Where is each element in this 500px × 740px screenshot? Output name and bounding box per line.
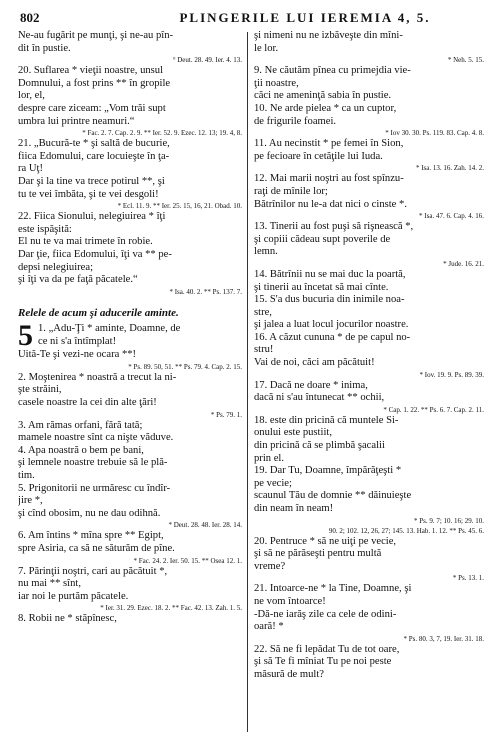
text-line: casele noastre la cei din alte ţări! [18, 397, 157, 409]
chapter-number: 5 [18, 319, 33, 353]
text-line: de frigurile foamei. [254, 115, 337, 127]
cross-reference: * Isa. 47. 6. Cap. 4. 16. [419, 212, 484, 221]
column-divider [247, 32, 248, 732]
text-line: despre care ziceam: „Vom trăi supt [18, 102, 166, 114]
text-line: ne vom întoarce! [254, 595, 326, 607]
text-line: dit în pustie. [18, 42, 71, 54]
text-line: ra Uţ! [18, 163, 43, 175]
text-line: 8. Robii ne * stăpînesc, [18, 613, 117, 625]
text-line: jire *, [18, 495, 43, 507]
text-line: 21. Intoarce-ne * la Tine, Doamne, şi [254, 583, 412, 595]
text-line: mamele noastre sînt ca nişte văduve. [18, 432, 174, 444]
right-column [254, 30, 484, 682]
text-line: 4. Apa noastră o bem pe bani, [18, 444, 144, 456]
cross-reference: * Deut. 28. 48. Ier. 28. 14. [168, 521, 242, 530]
text-line: 17. Dacă ne doare * inima, [254, 379, 368, 391]
running-title: PLINGERILE LUI IEREMIA 4, 5. [179, 10, 431, 25]
text-line: şi nimeni nu ne izbăveşte din mîni- [254, 30, 403, 41]
cross-reference: * Ps. 9. 7; 10. 16; 29. 10. [413, 516, 484, 525]
text-line: şi lemnele noastre trebuie să le plă- [18, 457, 168, 469]
text-line: şi să Te fi mîniat Tu pe noi peste [254, 656, 392, 668]
text-line: pe vecie; [254, 477, 292, 489]
text-line: 5. Prigonitorii ne urmăresc cu îndîr- [18, 482, 171, 494]
text-line: depsi nelegiuirea; [18, 261, 94, 273]
text-line: stre, [254, 306, 272, 318]
text-line: şi cînd obosim, nu ne dau odihnă. [18, 507, 161, 519]
text-line: le lor. [254, 42, 279, 54]
left-column [18, 30, 242, 626]
text-line: prin el. [254, 452, 285, 464]
cross-reference: * Isa. 40. 2. ** Ps. 137. 7. [169, 287, 242, 296]
text-line: şi să ne părăseşti pentru multă [254, 548, 382, 560]
text-line: 9. Ne căutăm pînea cu primejdia vie- [254, 65, 411, 77]
cross-reference: * Jude. 16. 21. [443, 259, 484, 268]
cross-reference: * Fac. 2. 7. Cap. 2. 9. ** Ier. 52. 9. Ezec. 12. 13; 19. 4, 8. [82, 129, 242, 138]
cross-reference: * Ps. 89. 50, 51. ** Ps. 79. 4. Cap. 2. 15. [128, 362, 242, 371]
text-line: 13. Tinerii au fost puşi să rişnească *, [254, 221, 414, 233]
text-line: şte străini, [18, 384, 62, 396]
page-header [20, 10, 490, 28]
text-line: lemn. [254, 246, 278, 258]
text-line: este ispăşită: [18, 223, 72, 235]
text-line: din neam în neam! [254, 503, 334, 514]
text-line: măsură de mult? [254, 668, 325, 680]
text-line: fiica Edomului, care locuieşte în ţa- [18, 150, 170, 162]
text-line: 6. Am întins * mîna spre ** Egipt, [18, 530, 164, 542]
text-line: 20. Pentruce * să ne uiţi pe vecie, [254, 535, 397, 547]
text-line: 19. Dar Tu, Doamne, împărăţeşti * [254, 465, 402, 477]
text-line: şi îţi va da pe faţă păcatele.“ [18, 274, 138, 286]
cross-reference: * Isa. 13. 16. Zah. 14. 2. [415, 164, 484, 173]
text-line: scaunul Tău de domnie ** dăinuieşte [254, 490, 412, 502]
text-line: căci ne ameninţă sabia în pustie. [254, 90, 392, 102]
text-line: Dar ţie, fiica Edomului, îţi va ** pe- [18, 248, 172, 260]
text-line: Uită-Te şi vezi-ne ocara **! [18, 349, 137, 361]
text-line: tim. [18, 470, 35, 482]
text-line: şi copiii cădeau supt poverile de [254, 233, 391, 245]
text-line: 11. Au necinstit * pe femei în Sion, [254, 138, 404, 150]
text-line: dacă ni s'au întunecat ** ochii, [254, 392, 385, 404]
text-line: vreme? [254, 560, 286, 572]
text-line: 12. Mai marii noştri au fost spînzu- [254, 173, 404, 185]
text-line: 15. S'a dus bucuria din inimile noa- [254, 294, 405, 306]
text-line: Vai de noi, căci am păcătuit! [254, 357, 375, 369]
cross-reference: * Ecl. 11. 9. ** Ier. 25. 15, 16, 21. Obad. 10. [117, 202, 242, 211]
text-line: din pricină că se plimbă şacalii [254, 440, 385, 452]
text-line: 10. Ne arde pielea * ca un cuptor, [254, 102, 397, 114]
text-line: Ne-au fugărit pe munţi, şi ne-au pîn- [18, 30, 174, 41]
section-title: Relele de acum şi aducerile aminte. [18, 306, 179, 319]
cross-reference: 90. 2; 102. 12, 26, 27; 145. 13. Hab. 1. 12. ** Ps. 45. 6. [328, 526, 484, 535]
cross-reference: * Cap. 1. 22. ** Ps. 6. 7. Cap. 2. 11. [383, 405, 484, 414]
text-line: 2. Moştenirea * noastră a trecut la ni- [18, 371, 177, 383]
text-line: Dar şi la tine va trece potirul **, şi [18, 175, 165, 187]
text-line: stru! [254, 344, 274, 356]
cross-reference: * Ier. 31. 29. Ezec. 18. 2. ** Fac. 42. 13. Zah. 1. 5. [100, 604, 242, 613]
text-line: 7. Părinţii noştri, cari au păcătuit *, [18, 565, 168, 577]
text-line: şi jalea a luat locul jocurilor noastre. [254, 319, 409, 331]
text-line: 3. Am rămas orfani, fără tată; [18, 419, 143, 431]
text-line: iar noi le purtăm păcatele. [18, 590, 129, 602]
text-line: El nu te va mai trimete în robie. [18, 236, 153, 248]
text-line: pe fecioare în cetăţile lui Iuda. [254, 150, 383, 162]
page-number: 802 [20, 10, 40, 25]
chapter-first-lines [38, 323, 242, 348]
text-line: 18. este din pricină că muntele Si- [254, 414, 399, 426]
text-line: tu te vei îmbăta, şi te vei desgoli! [18, 188, 159, 200]
cross-reference: * Neh. 5. 15. [447, 56, 484, 65]
text-line: umbra lui printre neamuri.“ [18, 115, 135, 127]
text-line: nu mai ** sînt, [18, 578, 81, 590]
text-line: lor, el, [18, 90, 45, 102]
text-line: şi tinerii au încetat să mai cînte. [254, 281, 389, 293]
cross-reference: * Ps. 80. 3, 7, 19. Ier. 31. 18. [403, 634, 484, 643]
chapter-start [18, 319, 242, 353]
text-line: Domnului, a fost prins ** în gropile [18, 77, 171, 89]
text-line: 16. A căzut cununa * de pe capul no- [254, 331, 411, 343]
cross-reference: * Ps. 79. 1. [210, 410, 242, 419]
left-text-block-1 [18, 30, 242, 297]
cross-reference: * Ps. 13. 1. [452, 574, 484, 583]
chapter-text-line: ce ni s'a întîmplat! [38, 335, 117, 347]
chapter-text-line: 1. „Adu-Ţi * aminte, Doamne, de [38, 323, 181, 335]
cross-reference: * Fac. 24. 2. Ier. 50. 15. ** Osea 12. 1. [133, 556, 242, 565]
text-line: onului este pustiit, [254, 427, 332, 439]
text-line: -Dă-ne iarăş zile ca cele de odini- [254, 608, 397, 620]
text-line: 20. Suflarea * vieţii noastre, unsul [18, 65, 164, 77]
cross-reference: * Iov 30. 30. Ps. 119. 83. Cap. 4. 8. [385, 129, 484, 138]
text-line: 22. Fiica Sionului, nelegiuirea * îţi [18, 211, 166, 223]
cross-reference: ° Deut. 28. 49. Ier. 4. 13. [172, 56, 242, 65]
text-line: raţi de mînile lor; [254, 185, 328, 197]
text-line: spre Asiria, ca să ne săturăm de pîne. [18, 543, 175, 554]
left-text-block-2 [18, 349, 242, 626]
text-line: Bătrînilor nu le-a dat nici o cinste *. [254, 198, 407, 210]
text-line: 22. Să ne fi lepădat Tu de tot oare, [254, 643, 400, 655]
text-line: 14. Bătrînii nu se mai duc la poartă, [254, 268, 406, 280]
cross-reference: * Iov. 19. 9. Ps. 89. 39. [419, 370, 484, 379]
text-line: 21. „Bucură-te * şi saltă de bucurie, [18, 138, 170, 150]
text-line: ţii noastre, [254, 77, 299, 89]
text-line: oară! * [254, 621, 284, 633]
